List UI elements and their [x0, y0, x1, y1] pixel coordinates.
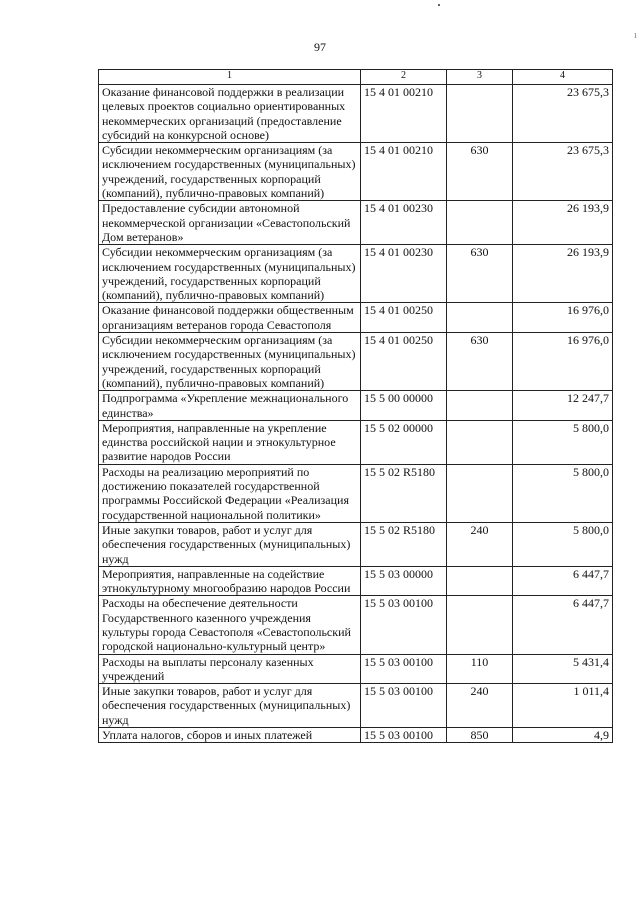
- header-row: [99, 70, 613, 85]
- amount: 12 247,7: [513, 391, 613, 421]
- expense-name: Расходы на выплаты персоналу казенных учреждений: [99, 654, 361, 684]
- target-code: 15 5 03 00000: [361, 566, 447, 596]
- target-code: 15 5 03 00100: [361, 728, 447, 743]
- amount: 6 447,7: [513, 596, 613, 654]
- amount: 6 447,7: [513, 566, 613, 596]
- amount: 5 800,0: [513, 420, 613, 464]
- target-code: 15 5 03 00100: [361, 684, 447, 728]
- target-code: 15 4 01 00210: [361, 143, 447, 201]
- expense-type: 630: [447, 245, 513, 303]
- table-row: [99, 464, 613, 522]
- amount: 4,9: [513, 728, 613, 743]
- target-code: 15 4 01 00250: [361, 303, 447, 333]
- expense-name: Субсидии некоммерческим организациям (за исключением государственных (муниципальных) учреждений, государственных корпораций (компаний), публично-правовых компаний): [99, 143, 361, 201]
- expense-type: [447, 420, 513, 464]
- expense-name: Расходы на реализацию мероприятий по достижению показателей государственной программы Российской Федерации «Реализация государственной национальной политики»: [99, 464, 361, 522]
- target-code: 15 4 01 00230: [361, 245, 447, 303]
- expense-type: 630: [447, 143, 513, 201]
- expense-type: [447, 391, 513, 421]
- expense-name: Мероприятия, направленные на укрепление единства российской нации и этнокультурное развитие народов России: [99, 420, 361, 464]
- expense-name: Субсидии некоммерческим организациям (за исключением государственных (муниципальных) учреждений, государственных корпораций (компаний), публично-правовых компаний): [99, 333, 361, 391]
- target-code: 15 5 00 00000: [361, 391, 447, 421]
- column-header-4: 4: [513, 70, 613, 85]
- expense-type: 630: [447, 333, 513, 391]
- table-row: [99, 728, 613, 743]
- expense-type: [447, 566, 513, 596]
- table-row: [99, 420, 613, 464]
- target-code: 15 5 03 00100: [361, 596, 447, 654]
- expense-type: [447, 303, 513, 333]
- amount: 26 193,9: [513, 245, 613, 303]
- expense-name: Предоставление субсидии автономной некоммерческой организации «Севастопольский Дом ветеранов»: [99, 201, 361, 245]
- amount: 1 011,4: [513, 684, 613, 728]
- table-row: [99, 596, 613, 654]
- amount: 5 800,0: [513, 464, 613, 522]
- amount: 5 431,4: [513, 654, 613, 684]
- table-row: [99, 654, 613, 684]
- table-row: [99, 684, 613, 728]
- column-header-2: 2: [361, 70, 447, 85]
- table-row: [99, 85, 613, 143]
- page-number: 97: [314, 40, 326, 54]
- expense-type: 110: [447, 654, 513, 684]
- amount: 5 800,0: [513, 522, 613, 566]
- scan-dot: [438, 4, 440, 6]
- expense-name: Мероприятия, направленные на содействие этнокультурному многообразию народов России: [99, 566, 361, 596]
- expense-type: 850: [447, 728, 513, 743]
- table-row: [99, 522, 613, 566]
- table-row: [99, 143, 613, 201]
- target-code: 15 4 01 00230: [361, 201, 447, 245]
- amount: 23 675,3: [513, 143, 613, 201]
- expense-name: Подпрограмма «Укрепление межнационального единства»: [99, 391, 361, 421]
- table-row: [99, 303, 613, 333]
- table-row: [99, 333, 613, 391]
- edge-mark: ı: [634, 30, 637, 41]
- target-code: 15 5 02 R5180: [361, 522, 447, 566]
- expense-type: [447, 85, 513, 143]
- expense-name: Иные закупки товаров, работ и услуг для обеспечения государственных (муниципальных) нужд: [99, 684, 361, 728]
- expense-name: Иные закупки товаров, работ и услуг для обеспечения государственных (муниципальных) нужд: [99, 522, 361, 566]
- target-code: 15 4 01 00210: [361, 85, 447, 143]
- expense-name: Оказание финансовой поддержки общественным организациям ветеранов города Севастополя: [99, 303, 361, 333]
- expense-type: [447, 201, 513, 245]
- table-row: [99, 566, 613, 596]
- target-code: 15 5 03 00100: [361, 654, 447, 684]
- budget-table: [98, 69, 613, 743]
- column-header-3: 3: [447, 70, 513, 85]
- table-row: [99, 245, 613, 303]
- expense-type: [447, 464, 513, 522]
- table-row: [99, 201, 613, 245]
- expense-type: [447, 596, 513, 654]
- expense-name: Расходы на обеспечение деятельности Государственного казенного учреждения культуры города Севастополя «Севастопольский городской национально-культурный центр»: [99, 596, 361, 654]
- table-row: [99, 391, 613, 421]
- column-header-1: 1: [99, 70, 361, 85]
- amount: 16 976,0: [513, 333, 613, 391]
- target-code: 15 5 02 R5180: [361, 464, 447, 522]
- target-code: 15 4 01 00250: [361, 333, 447, 391]
- expense-name: Субсидии некоммерческим организациям (за исключением государственных (муниципальных) учреждений, государственных корпораций (компаний), публично-правовых компаний): [99, 245, 361, 303]
- amount: 16 976,0: [513, 303, 613, 333]
- expense-name: Оказание финансовой поддержки в реализации целевых проектов социально ориентированных некоммерческих организаций (предоставление субсидий на конкурсной основе): [99, 85, 361, 143]
- expense-name: Уплата налогов, сборов и иных платежей: [99, 728, 361, 743]
- expense-type: 240: [447, 684, 513, 728]
- amount: 23 675,3: [513, 85, 613, 143]
- target-code: 15 5 02 00000: [361, 420, 447, 464]
- amount: 26 193,9: [513, 201, 613, 245]
- expense-type: 240: [447, 522, 513, 566]
